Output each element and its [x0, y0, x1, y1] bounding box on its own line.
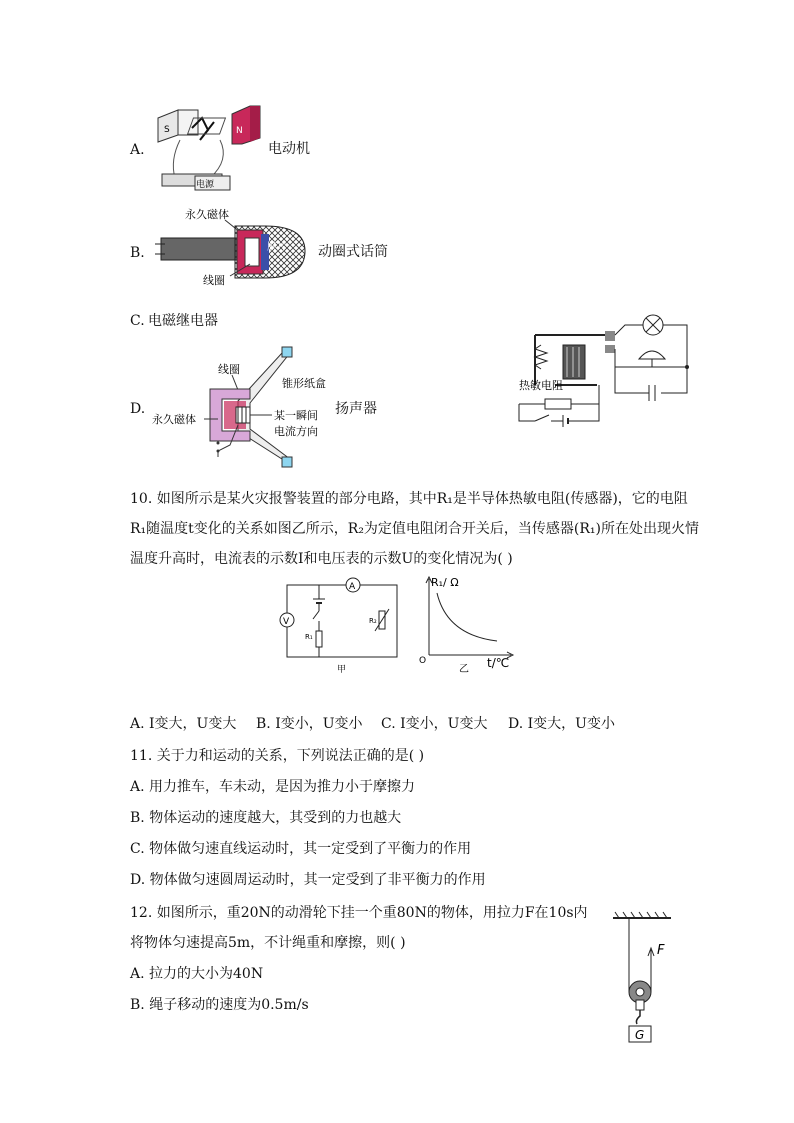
- option-c-caption: 电磁继电器: [148, 313, 218, 329]
- svg-text:电源: 电源: [196, 180, 215, 190]
- q12-stem-line1: 12. 如图所示，重20N的动滑轮下挂一个重80N的物体，用拉力F在10s内: [130, 905, 588, 921]
- q12-option-b[interactable]: B. 绳子移动的速度为0.5m/s: [130, 997, 309, 1013]
- svg-text:R₁/ Ω: R₁/ Ω: [431, 576, 459, 589]
- option-a-letter: A.: [130, 142, 145, 158]
- svg-text:某一瞬间: 某一瞬间: [274, 409, 318, 422]
- q10-stem-line3: 温度升高时，电流表的示数I和电压表的示数U的变化情况为( ): [130, 551, 513, 567]
- svg-text:G: G: [635, 1028, 645, 1042]
- speaker-figure: [150, 345, 330, 475]
- q10-option-d[interactable]: D. I变大，U变小: [508, 716, 615, 732]
- svg-text:线圈: 线圈: [203, 274, 225, 287]
- svg-text:热敏电阻: 热敏电阻: [519, 379, 563, 392]
- svg-text:F: F: [657, 943, 665, 958]
- relay-figure: [515, 305, 695, 435]
- svg-text:V: V: [283, 617, 290, 627]
- motor-figure: [150, 100, 270, 195]
- svg-text:t/℃: t/℃: [487, 656, 510, 670]
- svg-text:S: S: [164, 125, 170, 135]
- svg-text:乙: 乙: [459, 664, 469, 675]
- svg-text:线圈: 线圈: [218, 363, 240, 376]
- option-d-caption: 扬声器: [335, 401, 377, 417]
- svg-text:R₂: R₂: [369, 617, 377, 625]
- svg-text:A: A: [349, 582, 356, 592]
- svg-text:永久磁体: 永久磁体: [185, 208, 229, 221]
- svg-text:膜片: 膜片: [267, 242, 287, 253]
- option-a-caption: 电动机: [268, 141, 310, 157]
- option-b-letter: B.: [130, 245, 145, 261]
- q11-option-b[interactable]: B. 物体运动的速度越大，其受到的力也越大: [130, 810, 402, 826]
- svg-text:锥形纸盒: 锥形纸盒: [282, 377, 326, 390]
- q11-option-a[interactable]: A. 用力推车，车未动，是因为推力小于摩擦力: [130, 779, 416, 795]
- q11-stem: 11. 关于力和运动的关系，下列说法正确的是( ): [130, 748, 425, 764]
- q12-stem-line2: 将物体匀速提高5m，不计绳重和摩擦，则( ): [130, 935, 406, 951]
- svg-text:电流方向: 电流方向: [274, 425, 318, 438]
- q10-option-c[interactable]: C. I变小，U变大: [381, 716, 488, 732]
- q10-option-b[interactable]: B. I变小，U变小: [256, 716, 363, 732]
- q10-option-a[interactable]: A. I变大，U变大: [130, 716, 237, 732]
- microphone-figure: [155, 206, 315, 288]
- svg-text:O: O: [419, 656, 427, 666]
- option-d-letter: D.: [130, 401, 146, 417]
- svg-text:R₁: R₁: [305, 633, 313, 641]
- pulley-figure: [605, 910, 675, 1045]
- q10-stem-line2: R₁随温度t变化的关系如图乙所示，R₂为定值电阻闭合开关后，当传感器(R₁)所在处出现火情: [130, 521, 700, 537]
- q12-option-a[interactable]: A. 拉力的大小为40N: [130, 966, 264, 982]
- svg-text:永久磁体: 永久磁体: [152, 413, 196, 426]
- q11-option-c[interactable]: C. 物体做匀速直线运动时，其一定受到了平衡力的作用: [130, 841, 472, 857]
- option-b-caption: 动圈式话筒: [318, 244, 388, 260]
- svg-text:甲: 甲: [337, 665, 347, 675]
- svg-text:N: N: [236, 126, 243, 136]
- q11-option-d[interactable]: D. 物体做匀速圆周运动时，其一定受到了非平衡力的作用: [130, 872, 486, 888]
- q10-stem-line1: 10. 如图所示是某火灾报警装置的部分电路，其中R₁是半导体热敏电阻(传感器)，它的电阻: [130, 491, 688, 507]
- q10-circuit-figure: [275, 575, 520, 675]
- option-c-letter: C.: [130, 313, 145, 329]
